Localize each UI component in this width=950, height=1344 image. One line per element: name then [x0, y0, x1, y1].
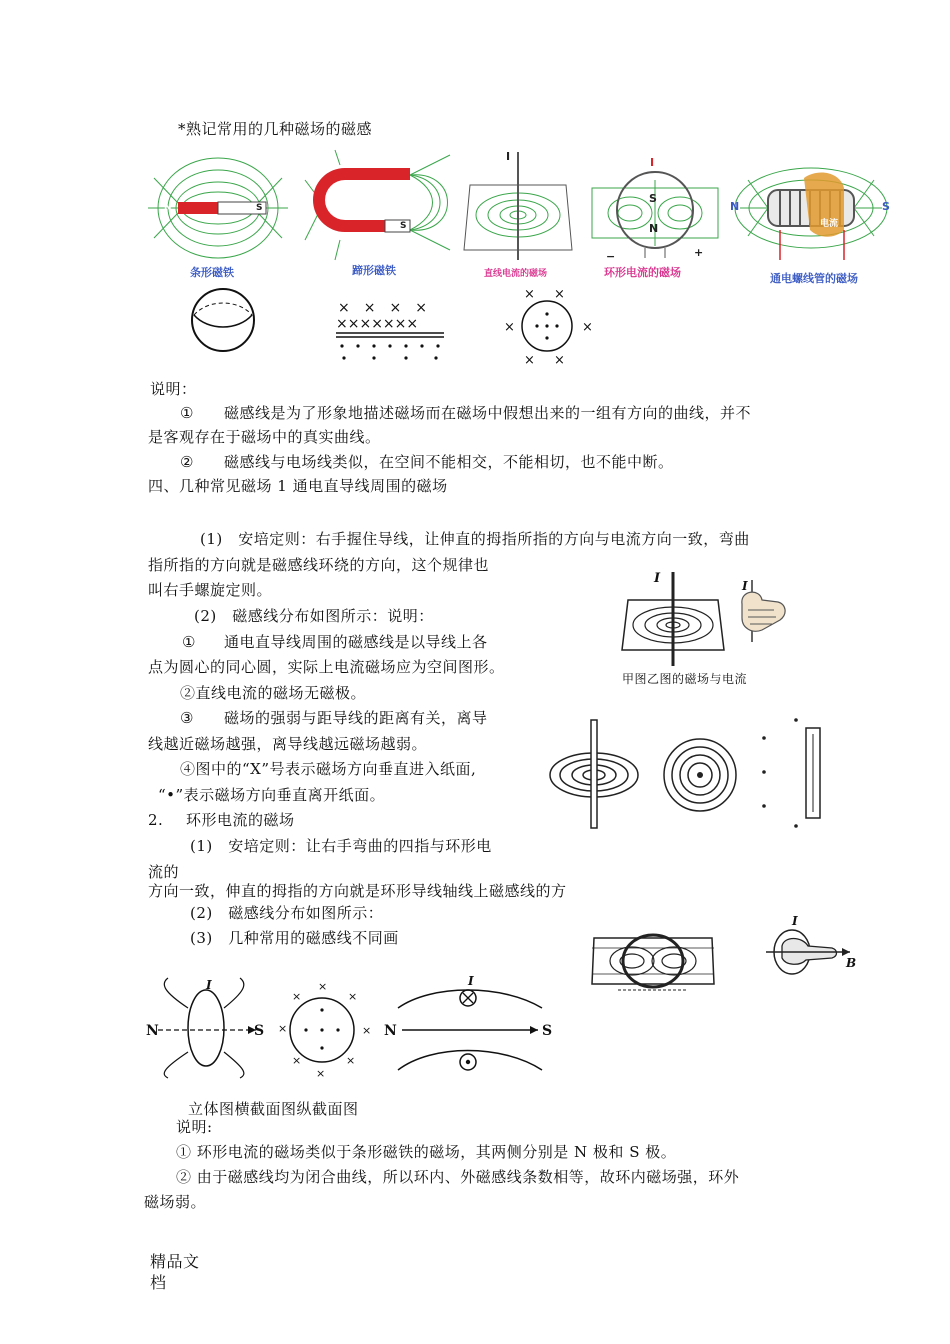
straight-point1-num: ①	[182, 633, 196, 651]
svg-text:×: ×	[292, 1054, 302, 1067]
straight-wire-3d-figure	[618, 570, 728, 670]
explain2-item2-line1: ② 由于磁感线均为闭合曲线，所以环内、外磁感线条数相等，故环内磁场强，环外	[176, 1168, 740, 1186]
ring-heading: 环形电流的磁场	[186, 811, 295, 829]
solenoid-caption: 通电螺线管的磁场	[770, 272, 858, 285]
solenoid-svg	[728, 150, 894, 290]
ring-bottom-n1: N	[146, 1023, 160, 1039]
straight-point2: ②直线电流的磁场无磁极。	[180, 684, 367, 702]
svg-text:×: ×	[362, 1024, 372, 1037]
section4-heading: 四、几种常见磁场 1 通电直导线周围的磁场	[148, 477, 448, 495]
explain1-heading: 说明：	[150, 380, 197, 398]
svg-text:×: ×	[348, 990, 358, 1003]
svg-text:×××××××: ×××××××	[336, 316, 419, 332]
straight-wire-i-label: I	[506, 150, 511, 163]
bar-magnet-caption: 条形磁铁	[190, 266, 234, 279]
ring-dist: (2) 磁感线分布如图所示：	[190, 904, 384, 922]
svg-text:×: ×	[524, 353, 535, 368]
ring-longitudinal-figure	[382, 978, 552, 1078]
solenoid-s-label: S	[882, 200, 890, 213]
bar-magnet-figure	[148, 148, 288, 278]
concentric-top-figure	[660, 735, 740, 815]
ring-bottom-i2: I	[468, 974, 475, 988]
svg-text:×: ×	[524, 287, 535, 302]
straight-wire-caption: 直线电流的磁场	[484, 269, 548, 279]
straight-point3-num: ③	[180, 709, 194, 727]
ring-bottom-n2: N	[384, 1023, 398, 1039]
bar-magnet-field-svg	[148, 148, 288, 278]
svg-text:×: ×	[554, 287, 565, 302]
horseshoe-magnet-figure	[300, 150, 460, 280]
ring-3d-figure	[588, 928, 718, 998]
svg-text:×: ×	[346, 1054, 356, 1067]
explain1-item2-num: ②	[180, 453, 194, 471]
hand-i-label: I	[742, 579, 749, 593]
ring-s-label: S	[649, 192, 657, 205]
straight-point1-line2: 点为圆心的同心圆，实际上电流磁场应为空间图形。	[148, 658, 505, 676]
ring-plus-label: +	[694, 246, 704, 259]
ring-fig-i-label: I	[792, 914, 799, 928]
ring-rule-line1: (1) 安培定则：让右手弯曲的四指与环形电	[190, 837, 492, 855]
svg-text:×: ×	[504, 320, 515, 335]
straight-wire-figure	[462, 150, 574, 280]
cross-dot-field-figure	[336, 298, 446, 368]
ring-rule-line3-cut: 方向一致，伸直的拇指的方向就是环形导线轴线上磁感线的方	[148, 882, 567, 900]
straight-point3-line2: 线越近磁场越强，离导线越远磁场越弱。	[148, 735, 428, 753]
straight-rule-line3: 叫右手螺旋定则。	[148, 581, 273, 599]
straight-fig-caption-cut: 甲图乙图的磁场与电流	[622, 672, 748, 686]
ring-fig-b-label: B	[846, 956, 857, 970]
straight-point1-line1: 通电直导线周围的磁感线是以导线上各	[224, 633, 488, 651]
straight-point4-line2: “•”表示磁场方向垂直离开纸面。	[158, 786, 386, 804]
ring-bottom-caption-cut: 立体图横截面图纵截面图	[188, 1100, 359, 1118]
solenoid-current-label: 电流	[820, 219, 839, 229]
svg-text:×: ×	[292, 990, 302, 1003]
horseshoe-field-svg	[300, 150, 460, 280]
ring-minus-label: −	[606, 250, 616, 263]
sphere-figure	[188, 285, 258, 355]
right-hand-icon	[732, 580, 792, 650]
ring-bottom-i1: I	[206, 978, 213, 992]
ring-i-label: I	[650, 156, 655, 169]
svg-text:×: ×	[554, 353, 565, 368]
explain1-item1-line2: 是客观存在于磁场中的真实曲线。	[148, 428, 381, 446]
straight-rule-cut: (1) 安培定则：右手握住导线，让伸直的拇指所指的方向与电流方向一致，弯曲	[200, 530, 750, 548]
svg-text:×: ×	[316, 1067, 326, 1080]
dot-column-figure	[758, 716, 828, 836]
straight-point4-line1: ④图中的“X”号表示磁场方向垂直进入纸面,	[180, 760, 477, 778]
solenoid-figure	[728, 150, 894, 290]
ring-rule-line2-cut: 流的	[148, 863, 180, 881]
bar-magnet-n-label: N	[164, 203, 172, 213]
explain1-item2-text: 磁感线与电场线类似，在空间不能相交，不能相切，也不能中断。	[224, 453, 674, 471]
ring-current-figure	[590, 150, 720, 282]
explain2-item2-line2: 磁场弱。	[144, 1193, 207, 1211]
straight-rule-line2: 指所指的方向就是磁感线环绕的方向，这个规律也	[148, 556, 490, 574]
footer-line1: 精品文	[150, 1252, 200, 1271]
ring-bottom-s1: S	[254, 1023, 265, 1039]
ring-bottom-s2: S	[542, 1023, 553, 1039]
horseshoe-caption: 蹄形磁铁	[352, 264, 396, 277]
ring-heading-num: 2.	[148, 811, 164, 829]
horseshoe-s-label: S	[400, 221, 407, 231]
straight-wire-svg	[462, 150, 574, 280]
explain1-item1-num: ①	[180, 404, 194, 422]
svg-text:×: ×	[318, 980, 328, 993]
explain2-item1: ① 环形电流的磁场类似于条形磁铁的磁场，其两侧分别是 N 极和 S 极。	[176, 1143, 677, 1161]
svg-text:×: ×	[278, 1022, 288, 1035]
solenoid-n-label: N	[730, 200, 740, 213]
header-cut: *熟记常用的几种磁场的磁感	[178, 120, 373, 138]
ring-caption: 环形电流的磁场	[604, 266, 681, 279]
explain1-item1-line1: 磁感线是为了形象地描述磁场而在磁场中假想出来的一组有方向的曲线，并不	[224, 404, 752, 422]
svg-text:× × × ×: × × × ×	[338, 300, 427, 316]
straight-fig-i-label: I	[654, 571, 661, 586]
ring-n-label: N	[649, 222, 659, 235]
footer-line2: 档	[150, 1273, 167, 1292]
explain2-heading: 说明:	[176, 1118, 213, 1136]
svg-text:×: ×	[582, 320, 593, 335]
straight-dist-heading: (2) 磁感线分布如图所示：说明：	[194, 607, 434, 625]
straight-point3-line1: 磁场的强弱与距导线的距离有关，离导	[224, 709, 488, 727]
bar-magnet-s-label: S	[256, 203, 263, 213]
straight-wire-side-figure	[546, 720, 646, 830]
ring-cross-section-figure	[502, 286, 612, 366]
ring-three-cut: (3) 几种常用的磁感线不同画	[190, 929, 399, 947]
ring-cross-section-bottom-figure	[276, 978, 376, 1078]
